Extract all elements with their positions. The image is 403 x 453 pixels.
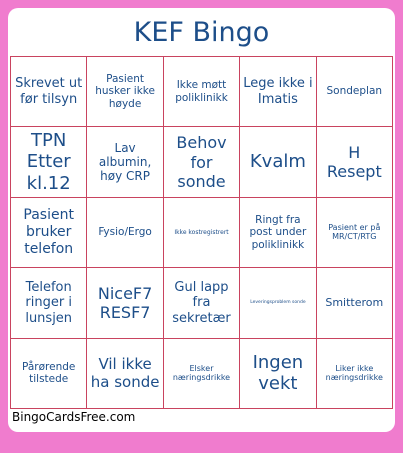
bingo-cell: Lav albumin, høy CRP bbox=[87, 127, 163, 197]
bingo-cell: Pasient er på MR/CT/RTG bbox=[317, 198, 393, 268]
card-title: KEF Bingo bbox=[133, 16, 270, 48]
bingo-cell: Gul lapp fra sekretær bbox=[164, 268, 240, 338]
bingo-cell: Pasient bruker telefon bbox=[11, 198, 87, 268]
bingo-cell: Pårørende tilstede bbox=[11, 339, 87, 409]
bingo-cell: Fysio/Ergo bbox=[87, 198, 163, 268]
bingo-cell: TPN Etter kl.12 bbox=[11, 127, 87, 197]
bingo-cell: Behov for sonde bbox=[164, 127, 240, 197]
bingo-cell: Smitterom bbox=[317, 268, 393, 338]
bingo-cell: Ringt fra post under poliklinikk bbox=[240, 198, 316, 268]
bingo-cell: Liker ikke næringsdrikke bbox=[317, 339, 393, 409]
bingo-cell: Elsker næringsdrikke bbox=[164, 339, 240, 409]
bingo-cell: Vil ikke ha sonde bbox=[87, 339, 163, 409]
bingo-cell: Skrevet ut før tilsyn bbox=[11, 57, 87, 127]
bingo-cell: Leveringsproblem sonde bbox=[240, 268, 316, 338]
bingo-cell: Ingen vekt bbox=[240, 339, 316, 409]
bingo-cell: Telefon ringer i lunsjen bbox=[11, 268, 87, 338]
bingo-cell: H Resept bbox=[317, 127, 393, 197]
bingo-cell: Pasient husker ikke høyde bbox=[87, 57, 163, 127]
bingo-cell: Ikke kostregistrert bbox=[164, 198, 240, 268]
bingo-cell: Sondeplan bbox=[317, 57, 393, 127]
footer-credit: BingoCardsFree.com bbox=[12, 410, 136, 424]
bingo-cell: Lege ikke i Imatis bbox=[240, 57, 316, 127]
bingo-grid bbox=[10, 56, 393, 409]
bingo-cell: Kvalm bbox=[240, 127, 316, 197]
bingo-cell: NiceF7 RESF7 bbox=[87, 268, 163, 338]
bingo-cell: Ikke møtt poliklinikk bbox=[164, 57, 240, 127]
bingo-card bbox=[8, 8, 395, 432]
